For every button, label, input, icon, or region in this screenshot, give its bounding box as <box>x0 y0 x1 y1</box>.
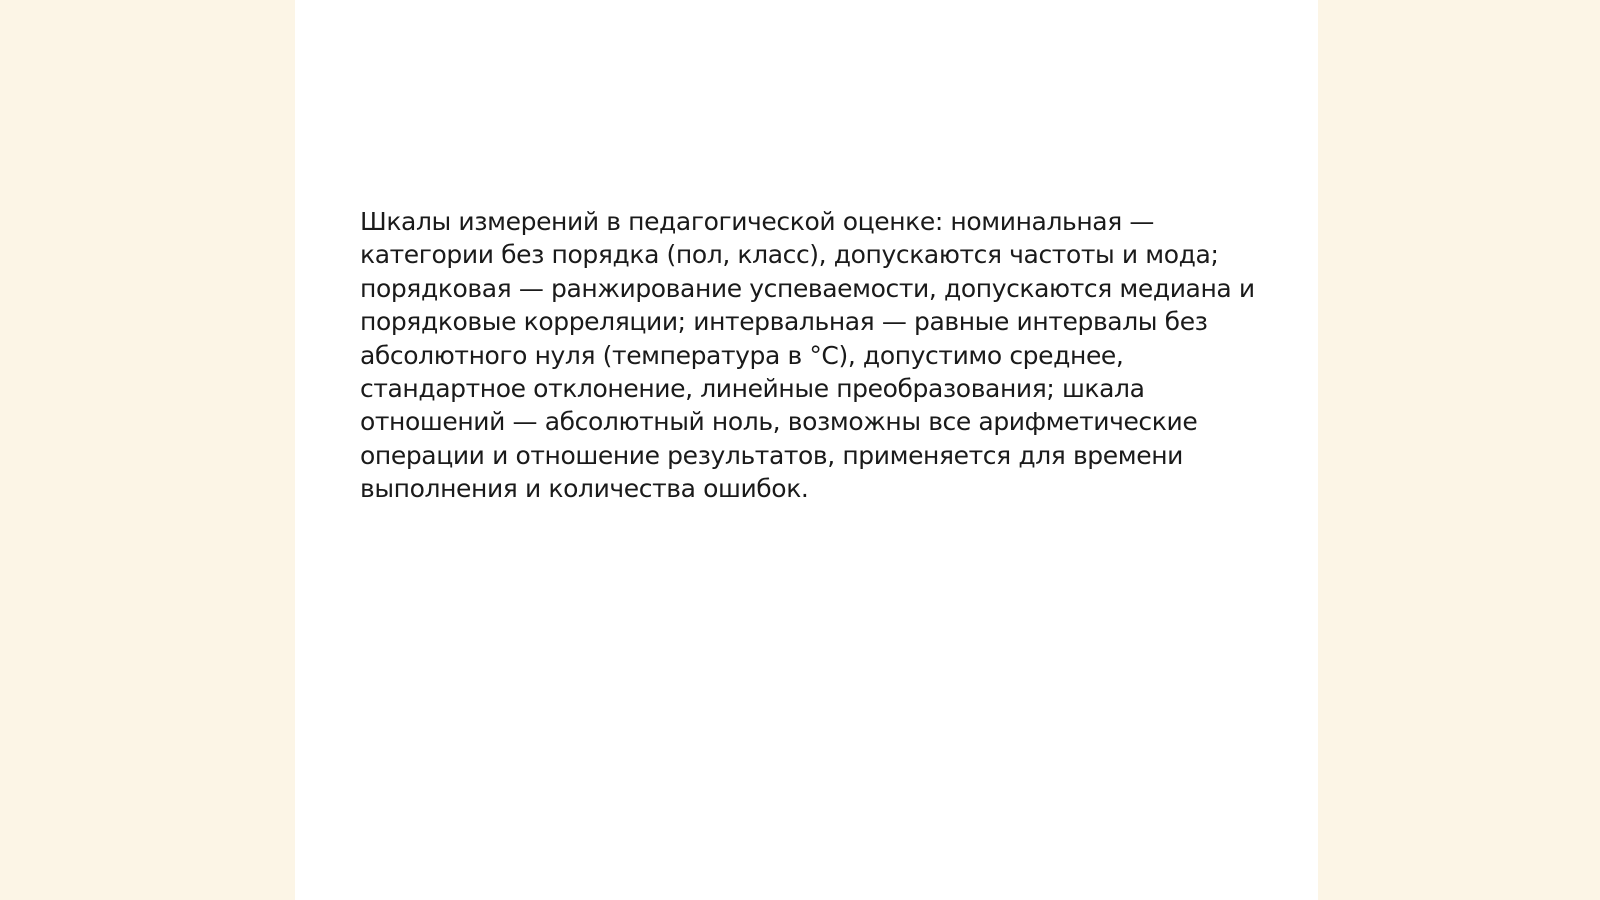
right-margin-background <box>1318 0 1600 900</box>
document-page <box>295 0 1318 900</box>
body-paragraph: Шкалы измерений в педагогической оценке: номинальная — категории без порядка (пол, класс), допускаются частоты и мода; порядковая — ранжирование успеваемости, допускаются медиана и порядковые корреляции; интервальная — равные интервалы без абсолютного нуля (температура в °C), допустимо среднее, стандартное отклонение, линейные преобразования; шкала отношений — абсолютный ноль, возможны все арифметические операции и отношение результатов, применяется для времени выполнения и количества ошибок. <box>360 207 1255 504</box>
left-margin-background <box>0 0 295 900</box>
